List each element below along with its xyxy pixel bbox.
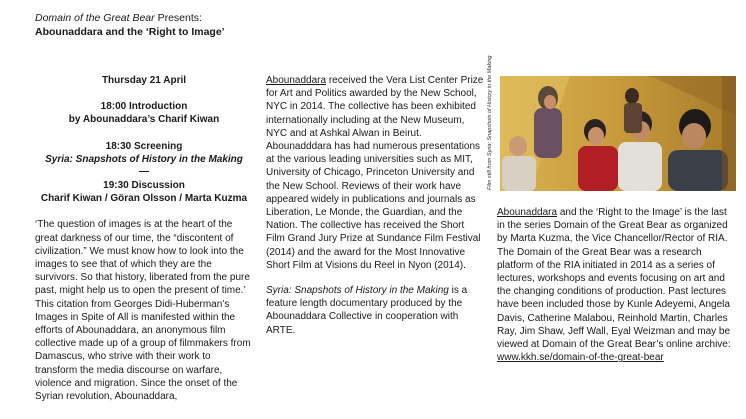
awards-paragraph (266, 74, 484, 272)
abounaddara-link[interactable]: Abounaddara (266, 75, 327, 86)
awards-text: received the Vera List Center Prize for Art and Politics awarded by the New School, NYC in 2014. The collective has been exhibited internationally including at the New Museum, NYC and at Ashkal Alwan in Beirut. Abounadddara has had numerous presentations at the various leading universities such as MIT, University of Chicago, Princeton University and the New School. Reviews of their work have appeared widely in publications and journals as Liberation, Le Monde, the Guardian, and the Nation. The collective has received the Short Film Grand Jury Prize at Sundance Film Festival (2014) and the award for the Most Innovative Short Film at Visions du Reel in Nyon (2014). (266, 75, 484, 271)
program-intro (35, 100, 253, 126)
event-title: Abounaddara and the ‘Right to Image’ (35, 26, 225, 38)
film-title: Syria: Snapshots of History in the Making (266, 285, 449, 297)
intro-time: 18:00 Introduction (100, 101, 188, 113)
program-schedule (35, 74, 253, 205)
screening-time: 18:30 Screening (105, 140, 183, 152)
screening-title: Syria: Snapshots of History in the Making (45, 153, 243, 165)
abounaddara-link-2[interactable]: Abounaddara (497, 207, 558, 218)
film-still-illustration (500, 76, 736, 191)
program-discussion (35, 179, 253, 205)
photo-caption: Film still from Syria: Snapshots of History in the Making (487, 55, 493, 190)
presenter-name: Domain of the Great Bear (35, 12, 155, 24)
film-paragraph (266, 284, 484, 337)
series-text: and the ‘Right to the Image’ is the last in the series Domain of the Great Bear as organized by Marta Kuzma, the Vice Chancellor/Rector of RIA. The Domain of the Great Bear was a research platform of the RIA initiated in 2014 as a series of lectures, workshops and events focusing on art and the changing conditions of production. Past lectures have been included those by Kunle Adeyemi, Angela Davis, Catherine Malabou, Reinhold Martin, Charles Ray, Jim Shaw, Jeff Wall, Eyal Weizman and may be viewed at Domain of the Great Bear’s online archive: (497, 207, 731, 351)
header (35, 11, 225, 39)
program-date: Thursday 21 April (101, 75, 187, 86)
discussion-time: 19:30 Discussion (103, 180, 185, 192)
presents-label: Presents: (154, 12, 202, 24)
film-text: is a feature length documentary produced by the Abounaddara Collective in cooperation with ARTE. (266, 285, 468, 336)
film-still-photo (500, 76, 736, 191)
intro-paragraph: ‘The question of images is at the heart of the great darkness of our time, the “discontent of civilization.” We must know how to look into the images to see that of which they are the survivors. So that history, liberated from the pure past, might help us to open the present of time.’ This citation from Georges Didi-Huberman’s Images in Spite of All is manifested within the efforts of Abounaddara, an anonymous film collective made up of a group of filmmakers from Damascus, who strive with their work to transform the media discourse on warfare, violence and migration. Since the onset of the Syrian revolution, Abounaddara, (35, 219, 251, 403)
archive-url-link[interactable]: www.kkh.se/domain-of-the-great-bear (497, 352, 664, 364)
series-paragraph (497, 206, 737, 364)
right-column (497, 206, 737, 376)
program-screening (35, 140, 253, 177)
left-column (35, 74, 253, 415)
middle-column (266, 74, 484, 349)
discussion-people: Charif Kiwan / Göran Olsson / Marta Kuzma (40, 193, 248, 205)
program-dash: — (139, 166, 149, 178)
header-line1 (35, 11, 225, 25)
intro-by: by Abounaddara’s Charif Kiwan (68, 114, 220, 126)
